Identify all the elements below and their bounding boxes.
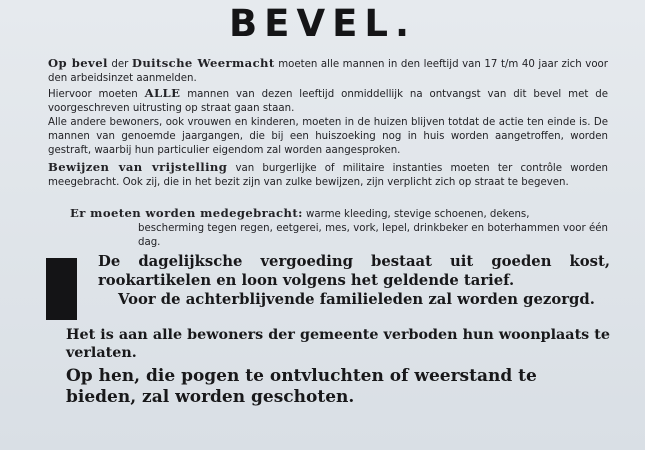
paragraph-order	[48, 56, 608, 86]
items-text-2: bescherming tegen regen, eetgerei, mes, vork, lepel, drinkbeker en boterhammen voor één dag.	[138, 223, 608, 248]
paragraph-compensation	[98, 252, 610, 309]
all-emphasis: ALLE	[144, 86, 181, 100]
paragraph-all-men	[48, 86, 608, 116]
order-text-1: der	[107, 59, 132, 70]
authority-name: Duitsche Weermacht	[131, 56, 275, 70]
all-men-text-1: Hiervoor moeten	[48, 89, 145, 100]
order-lead: Op bevel	[48, 56, 108, 70]
items-text-1: warme kleeding, stevige schoenen, dekens,	[302, 209, 530, 220]
paragraph-travel-ban: Het is aan alle bewoners der gemeente verboden hun woonplaats te verlaten.	[66, 327, 610, 361]
order-text-2: moeten alle mannen in den leeftijd van 17 t/m 40 jaar zich voor den arbeidsinzet aanmelden.	[48, 59, 608, 84]
items-heading: Er moeten worden medegebracht:	[70, 206, 303, 220]
exemptions-text: van burgerlijke of militaire instanties moeten ter contrôle worden meegebracht. Ook zij, die in het bezit zijn van zulke bewijzen, zijn verplicht zich op straat te begeven.	[48, 163, 608, 188]
exemptions-heading: Bewijzen van vrijstelling	[48, 160, 228, 174]
paragraph-items-to-bring	[70, 206, 608, 250]
family-care-text: Voor de achterblijvende familieleden zal worden gezorgd.	[118, 291, 595, 308]
initial-letter-block	[46, 258, 77, 320]
compensation-text: De dagelijksche vergoeding bestaat uit goeden kost, rookartikelen en loon volgens het geldende tarief.	[98, 253, 610, 289]
paragraph-warning: Op hen, die pogen te ontvluchten of weerstand te bieden, zal worden geschoten.	[66, 366, 537, 407]
poster-title: BEVEL.	[228, 2, 417, 45]
paragraph-exemptions	[48, 160, 608, 190]
all-men-text-2: mannen van dezen leeftijd onmiddellijk na ontvangst van dit bevel met de voorgeschreven uitrusting op straat gaan staan.	[48, 89, 608, 114]
paragraph-other-residents: Alle andere bewoners, ook vrouwen en kinderen, moeten in de huizen blijven totdat de actie ten einde is. De mannen van genoemde jaargangen, die bij een huiszoeking nog in huis worden aangetroffen, worden gestraft, waarbij hun particulier eigendom zal worden aangesproken.	[48, 117, 608, 156]
